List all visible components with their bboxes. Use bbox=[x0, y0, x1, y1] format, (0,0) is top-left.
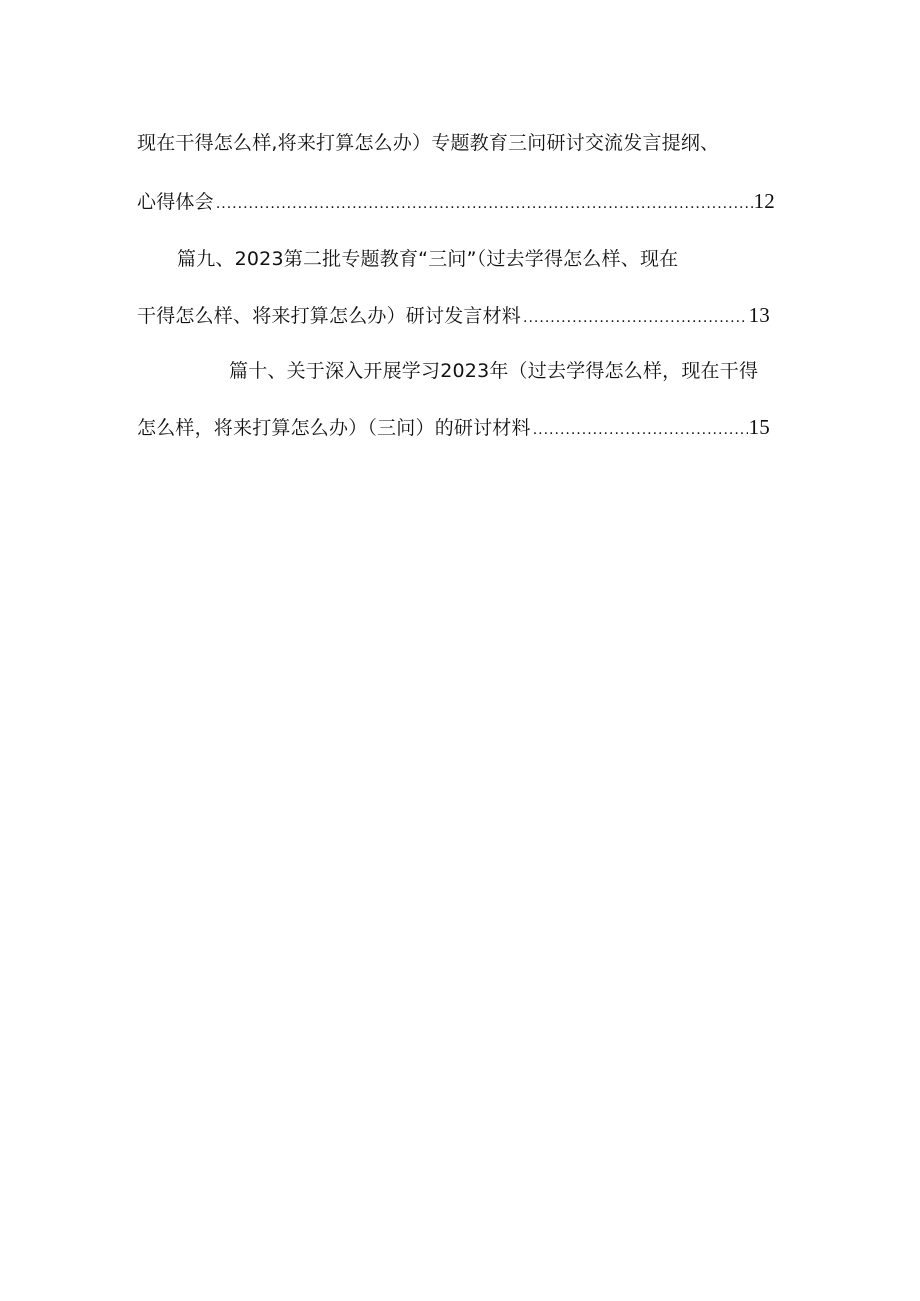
toc-entry-2-line-1: 篇九、2023第二批专题教育“三问”（过去学得怎么样、现在 bbox=[177, 248, 679, 270]
toc-entry-2-line-2[interactable] bbox=[137, 302, 770, 331]
toc-leader-dots bbox=[523, 305, 748, 331]
toc-entry-1-title-end: 心得体会 bbox=[137, 191, 214, 213]
toc-entry-2-title-end: 干得怎么样、将来打算怎么办）研讨发言材料 bbox=[137, 305, 522, 327]
toc-entry-3-line-1: 篇十、关于深入开展学习2023年（过去学得怎么样，现在干得 bbox=[229, 360, 759, 382]
toc-entry-1-page-number: 12 bbox=[753, 189, 775, 213]
toc-leader-dots bbox=[533, 417, 748, 443]
toc-entry-2-page-number: 13 bbox=[748, 303, 770, 327]
toc-entry-3-line-2[interactable] bbox=[137, 414, 770, 443]
toc-entry-1-line-2[interactable] bbox=[137, 188, 775, 217]
toc-entry-1-line-1: 现在干得怎么样,将来打算怎么办）专题教育三问研讨交流发言提纲、 bbox=[137, 132, 720, 154]
toc-entry-3-title-end: 怎么样，将来打算怎么办）（三问）的研讨材料 bbox=[137, 417, 531, 439]
toc-leader-dots bbox=[216, 191, 753, 217]
toc-entry-3-page-number: 15 bbox=[748, 415, 770, 439]
